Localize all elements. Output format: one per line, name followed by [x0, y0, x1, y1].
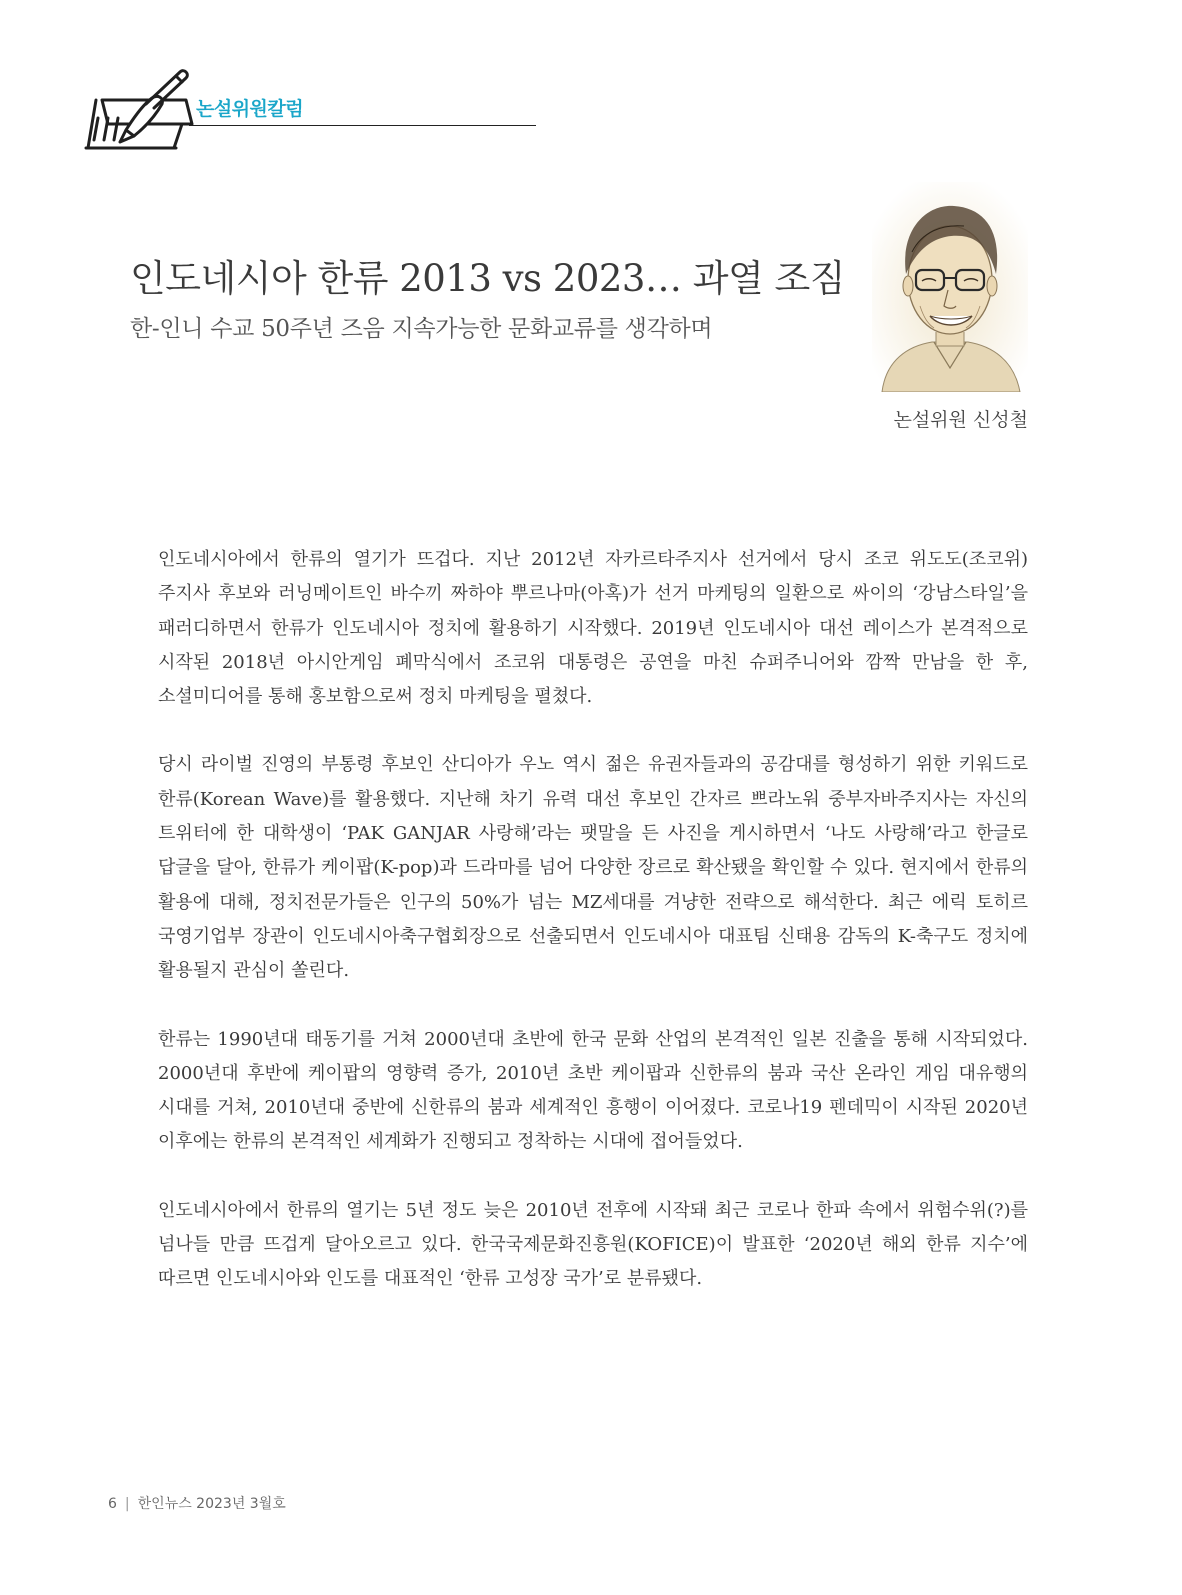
- author-portrait: [872, 182, 1028, 392]
- footer-separator: |: [124, 1496, 130, 1512]
- page-number: 6: [108, 1496, 117, 1512]
- author-byline: 논설위원 신성철: [893, 409, 1028, 431]
- article-subtitle: 한-인니 수교 50주년 즈음 지속가능한 문화교류를 생각하며: [130, 316, 713, 342]
- section-divider: [189, 125, 536, 126]
- publication-name: 한인뉴스 2023년 3월호: [137, 1496, 286, 1512]
- article-body: [158, 543, 1028, 1331]
- paragraph: 당시 라이벌 진영의 부통령 후보인 산디아가 우노 역시 젊은 유권자들과의 공감대를 형성하기 위한 키워드로 한류(Korean Wave)를 활용했다. 지난해 차기 유력 대선 후보인 간자르 쁘라노워 중부자바주지사는 자신의 트위터에 한 대학생이 ‘PAK GANJAR 사랑해’라는 팻말을 든 사진을 게시하면서 ‘나도 사랑해’라고 한글로 답글을 달아, 한류가 케이팝(K-pop)과 드라마를 넘어 다양한 장르로 확산됐을 확인할 수 있다. 현지에서 한류의 활용에 대해, 정치전문가들은 인구의 50%가 넘는 MZ세대를 겨냥한 전략으로 해석한다. 최근 에릭 토히르 국영기업부 장관이 인도네시아축구협회장으로 선출되면서 인도네시아 대표팀 신태용 감독의 K-축구도 정치에 활용될지 관심이 쏠린다.: [158, 754, 1028, 982]
- paragraph: 인도네시아에서 한류의 열기가 뜨겁다. 지난 2012년 자카르타주지사 선거에서 당시 조코 위도도(조코위) 주지사 후보와 러닝메이트인 바수끼 짜하야 뿌르나마(아혹)가 선거 마케팅의 일환으로 싸이의 ‘강남스타일’을 패러디하면서 한류가 인도네시아 정치에 활용하기 시작했다. 2019년 인도네시아 대선 레이스가 본격적으로 시작된 2018년 아시안게임 폐막식에서 조코위 대통령은 공연을 마친 슈퍼주니어와 깜짝 만남을 한 후, 소셜미디어를 통해 홍보함으로써 정치 마케팅을 펼쳤다.: [158, 549, 1028, 708]
- article-title: 인도네시아 한류 2013 vs 2023… 과열 조짐: [130, 257, 845, 300]
- paragraph: 한류는 1990년대 태동기를 거쳐 2000년대 초반에 한국 문화 산업의 본격적인 일본 진출을 통해 시작되었다. 2000년대 후반에 케이팝의 영향력 증가, 2010년 초반 케이팝과 신한류의 붐과 국산 온라인 게임 대유행의 시대를 거쳐, 2010년대 중반에 신한류의 붐과 세계적인 흥행이 이어졌다. 코로나19 펜데믹이 시작된 2020년 이후에는 한류의 본격적인 세계화가 진행되고 정착하는 시대에 접어들었다.: [158, 1028, 1028, 1153]
- section-header: [84, 64, 536, 154]
- section-label: 논설위원칼럼: [196, 98, 304, 120]
- page-footer: [108, 1493, 286, 1513]
- pen-writing-icon: [84, 64, 196, 154]
- paragraph: 인도네시아에서 한류의 열기는 5년 정도 늦은 2010년 전후에 시작돼 최근 코로나 한파 속에서 위험수위(?)를 넘나들 만큼 뜨겁게 달아오르고 있다. 한국국제문화진흥원(KOFICE)이 발표한 ‘2020년 해외 한류 지수’에 따르면 인도네시아와 인도를 대표적인 ‘한류 고성장 국가’로 분류됐다.: [158, 1199, 1028, 1290]
